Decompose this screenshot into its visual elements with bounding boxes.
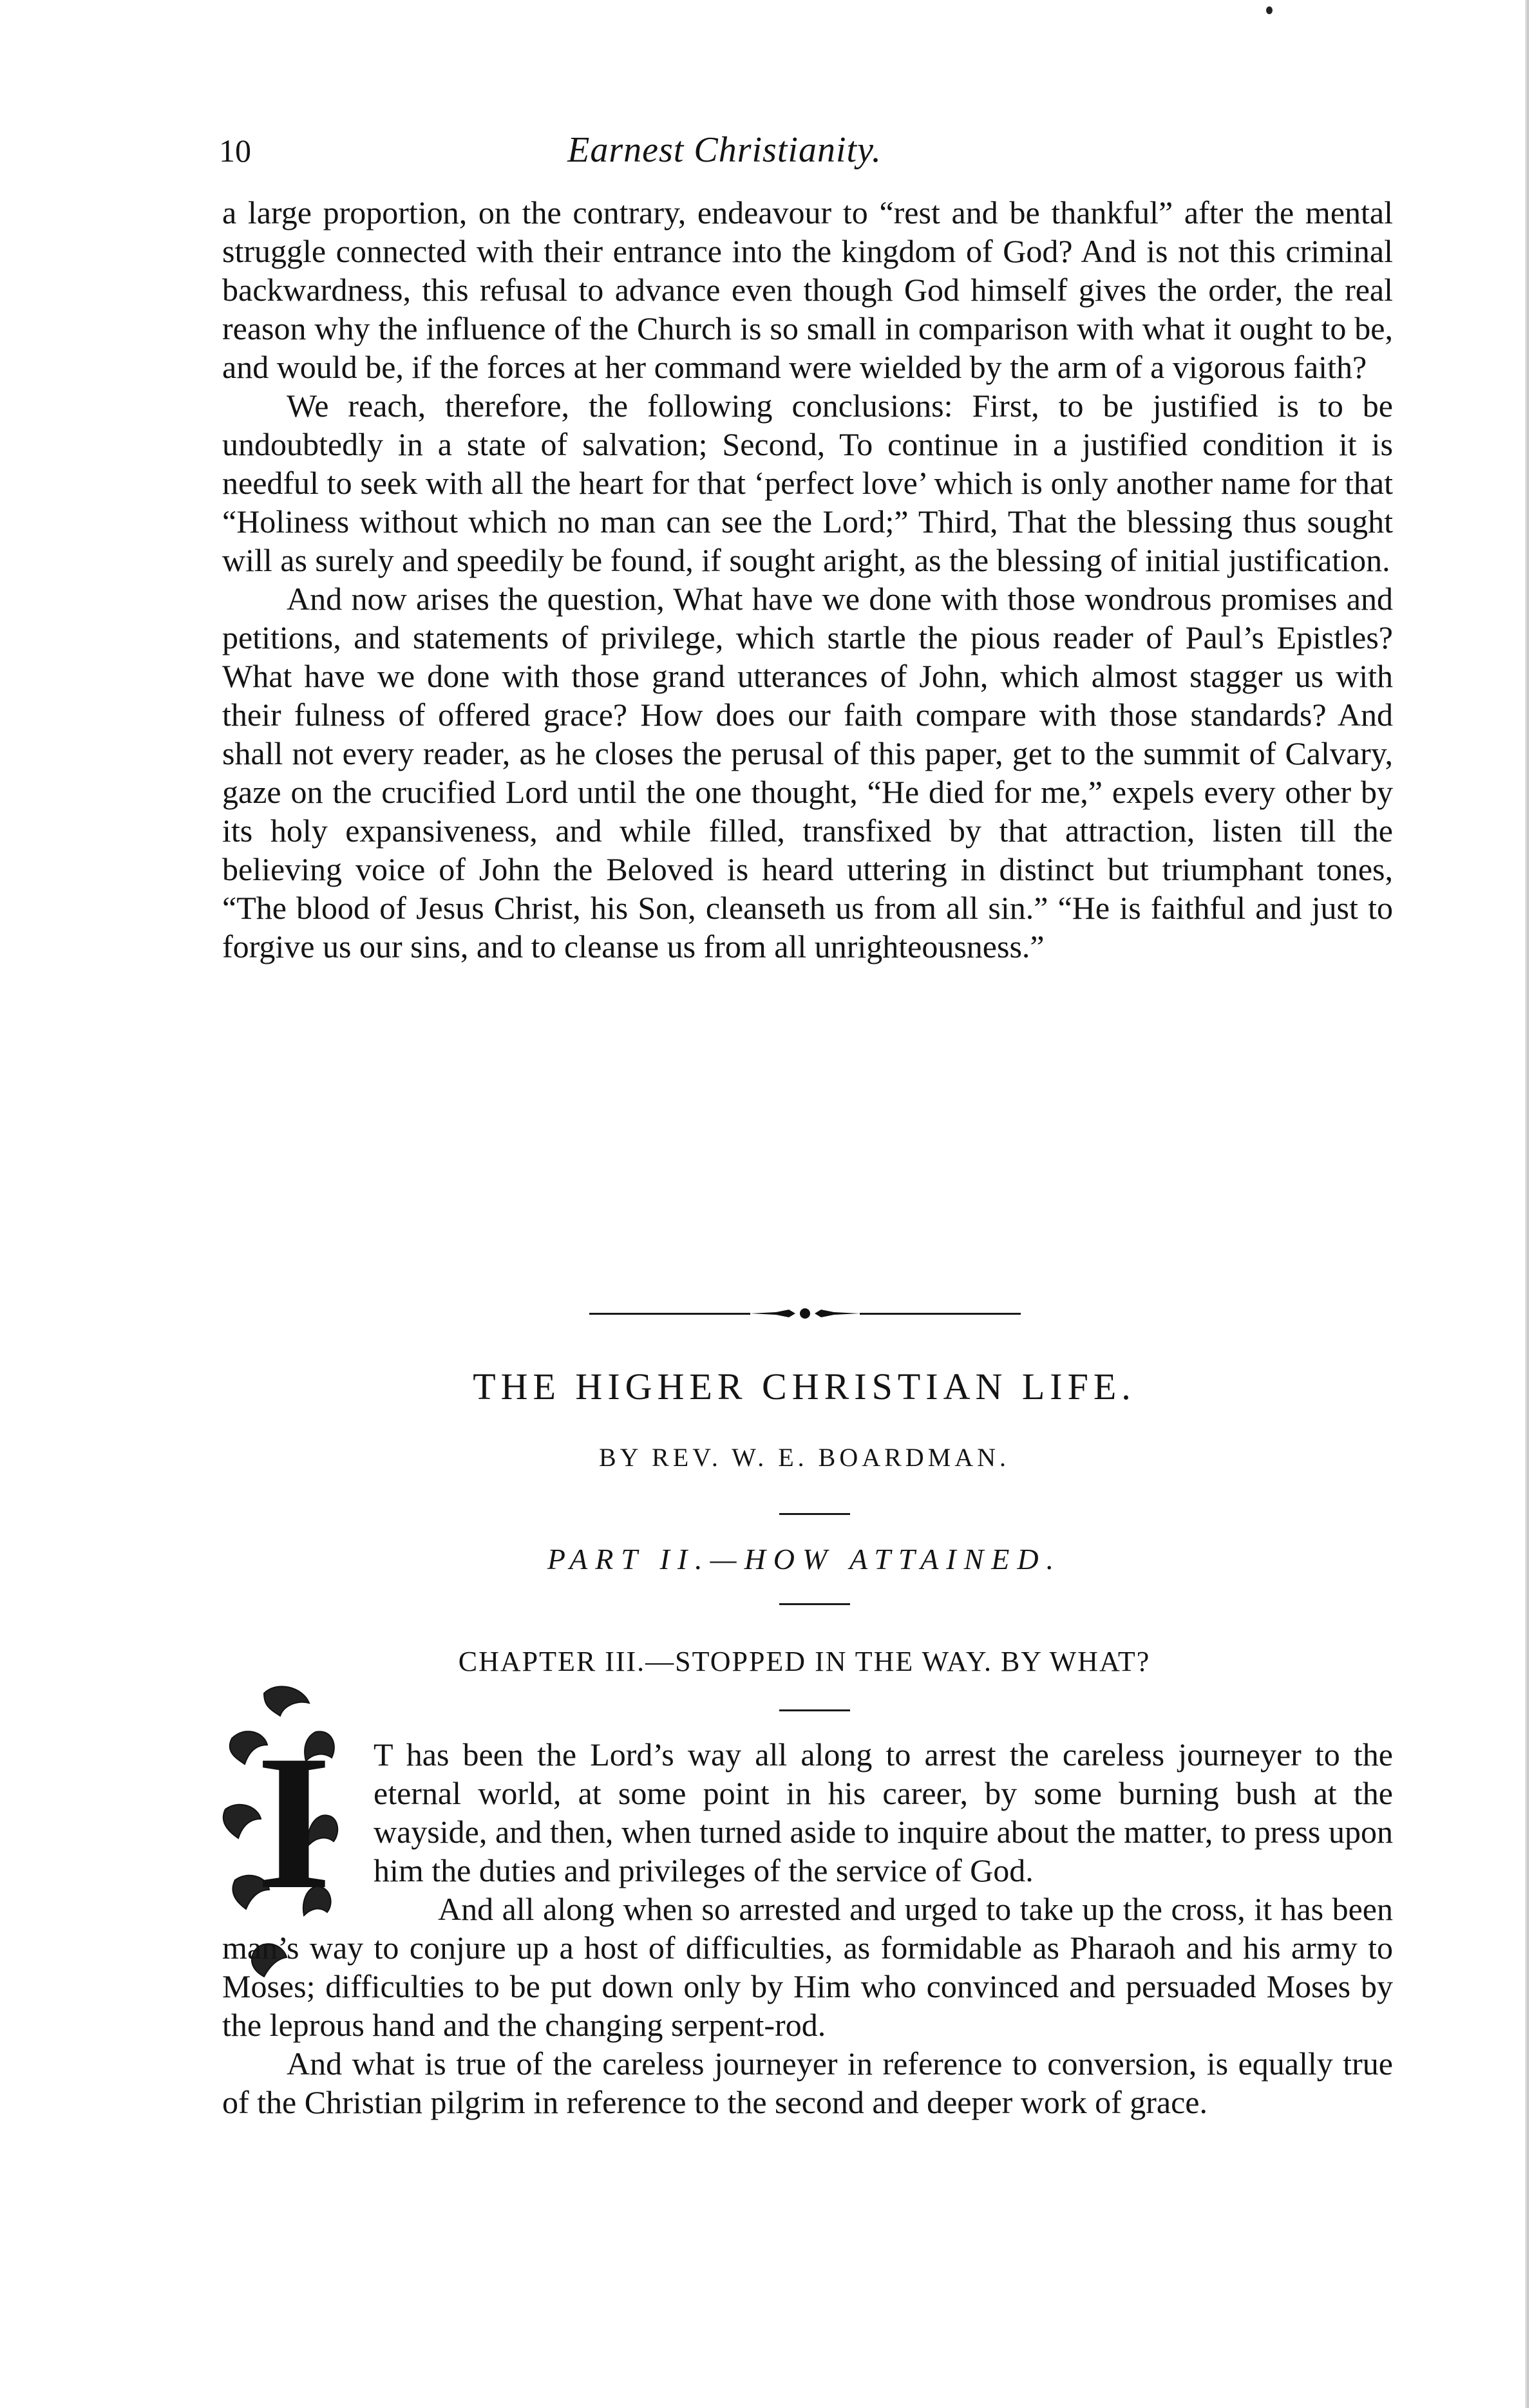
byline: BY REV. W. E. BOARDMAN.	[598, 1443, 1010, 1472]
paragraph: We reach, therefore, the following conclusions: First, to be justified is to be undoubtedly in a state of salvation; Second, To continue in a justified condition it is needful to seek with all the heart for that ‘perfect love’ which is only another name for that “Holiness without which no man can see the Lord;” Third, That the blessing thus sought will as surely and speedily be found, if sought aright, as the blessing of initial justification.	[222, 388, 1393, 578]
part-heading: PART II.—HOW ATTAINED.	[547, 1543, 1062, 1576]
short-rule	[779, 1603, 850, 1605]
paragraph: And what is true of the careless journeyer in reference to conversion, is equally true of the Christian pilgrim in reference to the second and deeper work of grace.	[222, 2046, 1393, 2120]
divider-line-left	[589, 1313, 750, 1315]
running-title: Earnest Christianity.	[567, 130, 882, 170]
paragraph: a large proportion, on the contrary, endeavour to “rest and be thankful” after the mental struggle connected with their entrance into the kingdom of God? And is not this criminal backwardness, this refusal to advance even though God himself gives the order, the real reason why the influence of the Church is so small in comparison with what it ought to be, and would be, if the forces at her command were wielded by the arm of a vigorous faith?	[222, 194, 1393, 385]
drop-cap-letter: I	[256, 1715, 332, 1929]
short-rule	[779, 1513, 850, 1515]
paragraph: And now arises the question, What have we done with those wondrous promises and petitions, and statements of privilege, which startle the pious reader of Paul’s Epistles? What have we done with those grand utterances of John, which almost stagger us with their fulness of offered grace? How does our faith compare with those standards? And shall not every reader, as he closes the perusal of this paper, get to the summit of Calvary, gaze on the crucified Lord until the one thought, “He died for me,” expels every other by its holy expansiveness, and while filled, transfixed by that attraction, listen till the believing voice of John the Beloved is heard uttering in distinct but triumphant tones, “The blood of Jesus Christ, his Son, cleanseth us from all sin.” “He is faithful and just to forgive us our sins, and to cleanse us from all unrighteousness.”	[222, 581, 1393, 964]
paragraph: T has been the Lord’s way all along to arrest the careless journeyer to the eternal world, at some point in his career, by some burning bush at the wayside, and then, when turned aside to inquire about the matter, to press upon him the duties and privileges of the service of God.	[374, 1736, 1393, 1888]
page-number: 10	[219, 133, 251, 169]
divider-line-right	[860, 1313, 1021, 1315]
page-edge-shadow	[1525, 0, 1529, 2408]
article-title: THE HIGHER CHRISTIAN LIFE.	[473, 1366, 1136, 1407]
divider-flourish-icon	[750, 1307, 860, 1320]
chapter-heading: CHAPTER III.—STOPPED IN THE WAY. BY WHAT?	[458, 1646, 1151, 1677]
short-rule	[779, 1709, 850, 1711]
chapter-text	[222, 1735, 1393, 2121]
page-header	[219, 132, 1230, 177]
paragraph: And all along when so arrested and urged to take up the cross, it has been man’s way to conjure up a host of difficulties, as formidable as Pharaoh and his army to Moses; difficulties to be put down only by Him who convinced and persuaded Moses by the leprous hand and the changing serpent-rod.	[222, 1891, 1393, 2043]
ink-speck	[1266, 6, 1273, 14]
article-one-text	[222, 193, 1393, 966]
section-divider-ornament	[589, 1307, 1021, 1320]
